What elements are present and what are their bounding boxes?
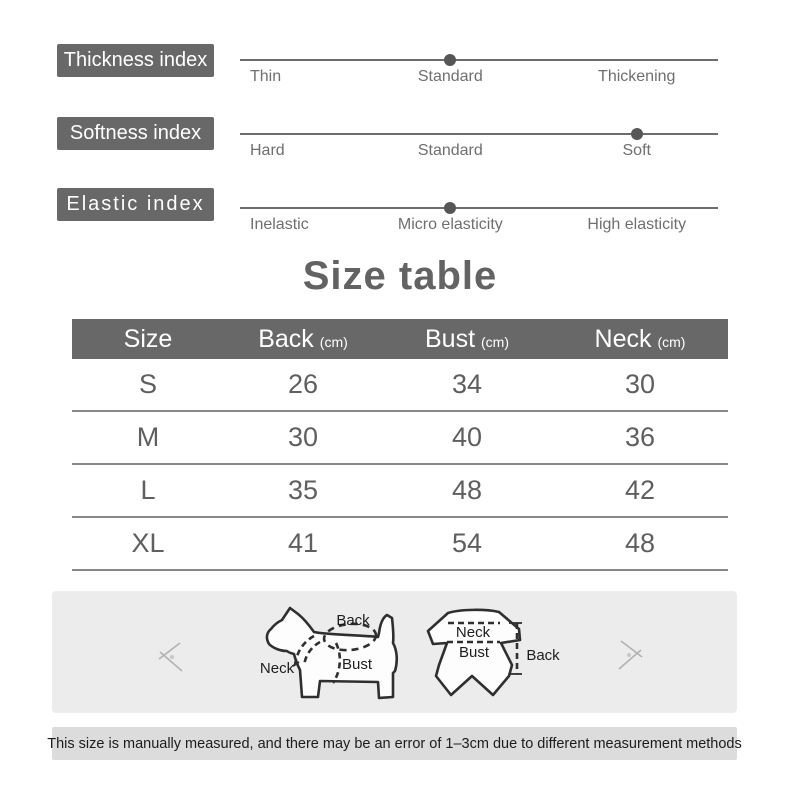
elastic-slider bbox=[240, 192, 718, 252]
slider-option: Inelastic bbox=[250, 216, 309, 233]
garment-measurement-diagram bbox=[415, 587, 595, 717]
column-header-size bbox=[72, 319, 224, 359]
column-unit: (cm) bbox=[319, 334, 348, 350]
garment-neck-label: Neck bbox=[455, 624, 491, 641]
cell-bust: 40 bbox=[451, 422, 483, 452]
slider-option: Thin bbox=[250, 68, 282, 85]
table-row bbox=[72, 412, 728, 465]
cell-size: M bbox=[136, 422, 160, 452]
table-row bbox=[72, 518, 728, 571]
slider-track bbox=[240, 59, 718, 61]
column-unit: (cm) bbox=[481, 334, 510, 350]
size-table bbox=[72, 319, 728, 571]
cell-size: XL bbox=[131, 528, 165, 558]
garment-bust-label: Bust bbox=[458, 644, 490, 661]
decorative-cross-right-icon bbox=[615, 637, 651, 673]
table-row bbox=[72, 359, 728, 412]
dog-bust-label: Bust bbox=[341, 656, 373, 673]
softness-index-label: Softness index bbox=[57, 117, 214, 150]
thickness-slider bbox=[240, 44, 718, 104]
measurement-diagram-panel bbox=[52, 591, 737, 713]
measurement-note: This size is manually measured, and there may be an error of 1–3cm due to different measurement methods bbox=[52, 727, 737, 760]
thickness-slider-dot bbox=[444, 54, 456, 66]
column-label: Size bbox=[123, 324, 173, 353]
table-header-row bbox=[72, 319, 728, 359]
softness-slider-dot bbox=[631, 128, 643, 140]
cell-neck: 48 bbox=[624, 528, 656, 558]
cell-size: S bbox=[138, 369, 157, 399]
slider-track bbox=[240, 207, 718, 209]
cell-bust: 34 bbox=[451, 369, 483, 399]
elastic-slider-dot bbox=[444, 202, 456, 214]
slider-option: Hard bbox=[250, 142, 285, 159]
cell-back: 41 bbox=[287, 528, 319, 558]
cell-size: L bbox=[140, 475, 156, 505]
column-header-neck bbox=[552, 319, 728, 359]
softness-slider bbox=[240, 118, 718, 178]
cell-back: 35 bbox=[287, 475, 319, 505]
dog-neck-label: Neck bbox=[259, 660, 295, 677]
dog-measurement-diagram bbox=[240, 587, 420, 717]
cell-bust: 54 bbox=[451, 528, 483, 558]
column-label: Bust bbox=[424, 324, 476, 353]
slider-option: High elasticity bbox=[587, 216, 687, 233]
dog-back-label: Back bbox=[336, 612, 370, 629]
size-table-title: Size table bbox=[302, 254, 498, 298]
slider-track bbox=[240, 133, 718, 135]
garment-back-label: Back bbox=[526, 647, 560, 664]
cell-neck: 30 bbox=[624, 369, 656, 399]
cell-bust: 48 bbox=[451, 475, 483, 505]
table-row bbox=[72, 465, 728, 518]
cell-neck: 36 bbox=[624, 422, 656, 452]
column-label: Back bbox=[258, 324, 314, 353]
slider-option: Standard bbox=[417, 68, 483, 85]
slider-option: Thickening bbox=[598, 68, 676, 85]
elastic-index-label: Elastic index bbox=[57, 188, 214, 221]
cell-neck: 42 bbox=[624, 475, 656, 505]
decorative-cross-left-icon bbox=[150, 639, 186, 675]
cell-back: 30 bbox=[287, 422, 319, 452]
cell-back: 26 bbox=[287, 369, 319, 399]
thickness-index-label: Thickness index bbox=[57, 44, 214, 77]
slider-option: Standard bbox=[417, 142, 483, 159]
slider-option: Soft bbox=[622, 142, 651, 159]
column-header-bust bbox=[382, 319, 552, 359]
slider-option: Micro elasticity bbox=[397, 216, 503, 233]
column-unit: (cm) bbox=[657, 334, 686, 350]
column-label: Neck bbox=[594, 324, 652, 353]
column-header-back bbox=[224, 319, 382, 359]
